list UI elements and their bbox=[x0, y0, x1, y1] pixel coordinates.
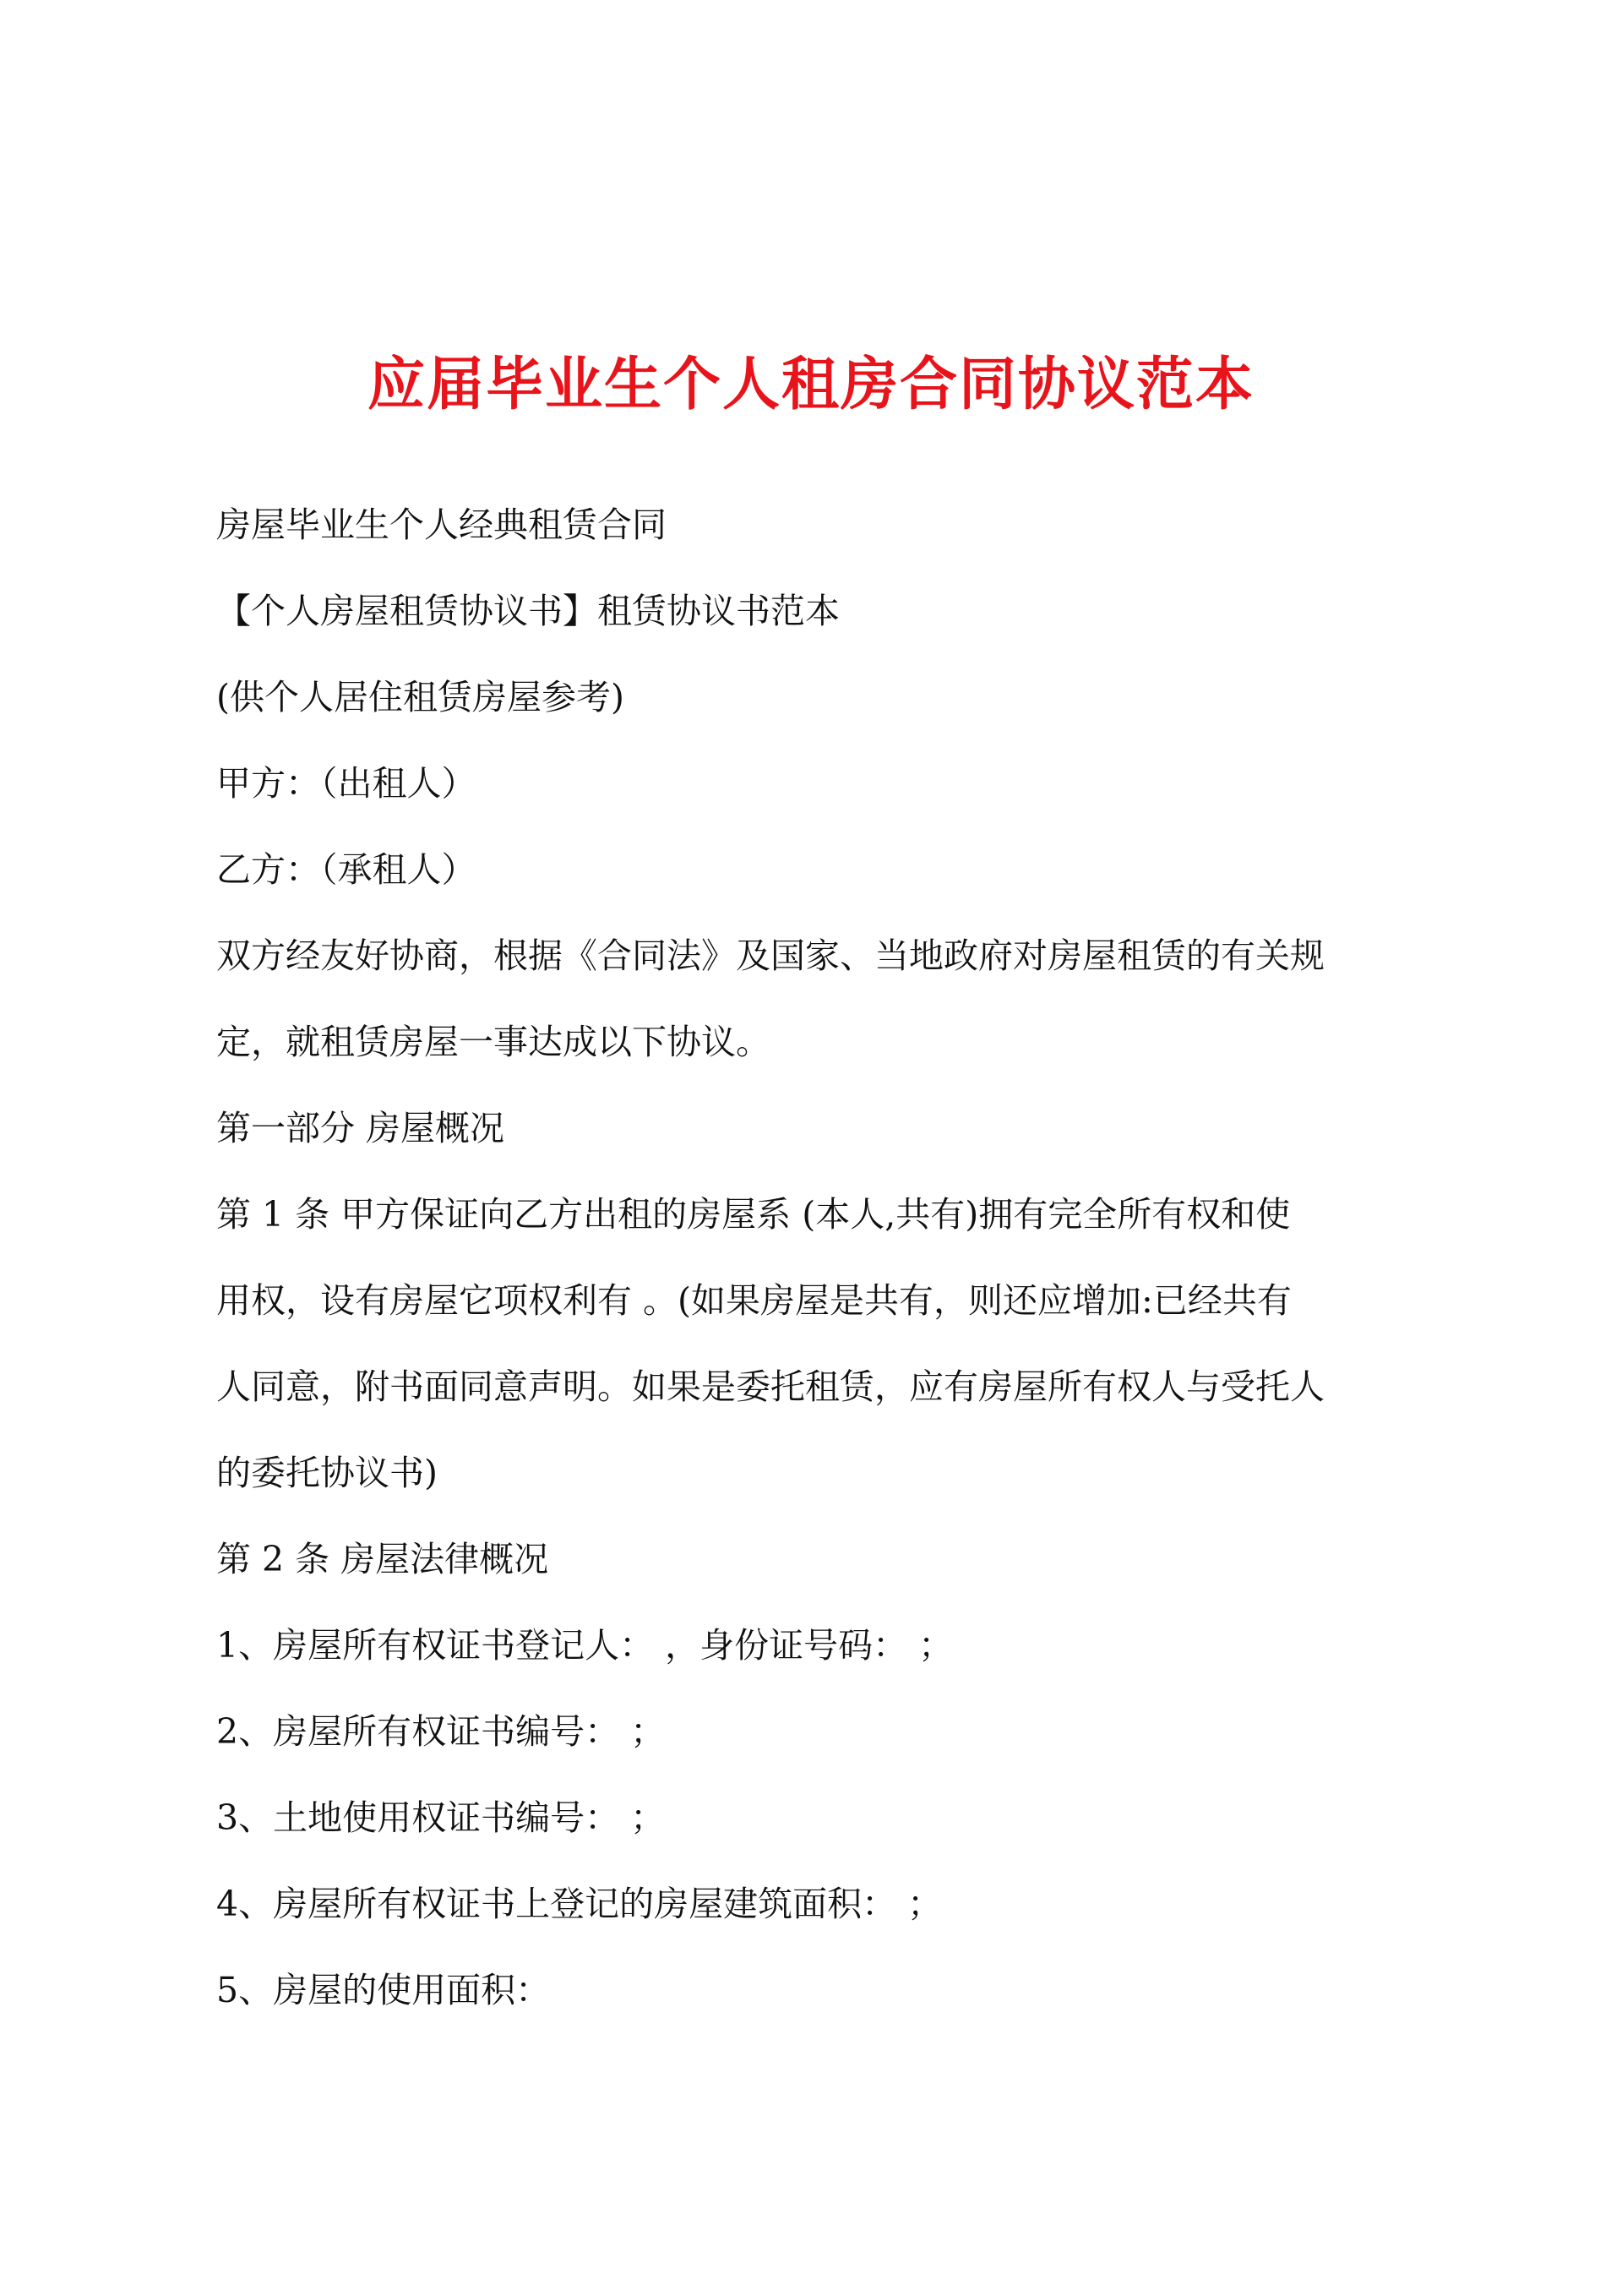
line-article-2-heading: 第 2 条 房屋法律概况 bbox=[216, 1539, 549, 1579]
line-article-1-b: 用权，设有房屋它项权利有 。(如果房屋是共有，则还应增加:已经共有 bbox=[216, 1280, 1292, 1321]
line-agreement-name: 【个人房屋租赁协议书】租赁协议书范本 bbox=[216, 591, 840, 631]
line-item-2: 2、房屋所有权证书编号： ； bbox=[216, 1711, 666, 1752]
line-item-5: 5、房屋的使用面积： bbox=[216, 1970, 551, 2010]
line-part-one-heading: 第一部分 房屋概况 bbox=[216, 1108, 505, 1148]
line-party-b: 乙方：（承租人） bbox=[216, 849, 476, 890]
line-item-1: 1、房屋所有权证书登记人： ，身份证号码： ； bbox=[216, 1625, 954, 1666]
line-preamble-1: 双方经友好协商，根据《合同法》及国家、当地政府对房屋租赁的有关规 bbox=[216, 935, 1325, 976]
line-item-3: 3、土地使用权证书编号： ； bbox=[216, 1797, 666, 1838]
line-reference-note: (供个人居住租赁房屋参考) bbox=[216, 677, 624, 717]
document-body bbox=[216, 482, 1433, 2033]
document-title: 应届毕业生个人租房合同协议范本 bbox=[367, 351, 1255, 418]
line-article-1-a: 第 1 条 甲方保证向乙方出租的房屋系 (本人,共有)拥有完全所有权和使 bbox=[216, 1194, 1291, 1235]
line-article-1-d: 的委托协议书) bbox=[216, 1453, 438, 1493]
line-party-a: 甲方：（出租人） bbox=[216, 763, 476, 804]
line-preamble-2: 定，就租赁房屋一事达成以下协议。 bbox=[216, 1022, 770, 1062]
line-item-4: 4、房屋所有权证书上登记的房屋建筑面积： ； bbox=[216, 1884, 943, 1924]
line-article-1-c: 人同意，附书面同意声明。如果是委托租赁，应有房屋所有权人与受托人 bbox=[216, 1366, 1325, 1407]
line-subtitle: 房屋毕业生个人经典租赁合同 bbox=[216, 504, 667, 545]
